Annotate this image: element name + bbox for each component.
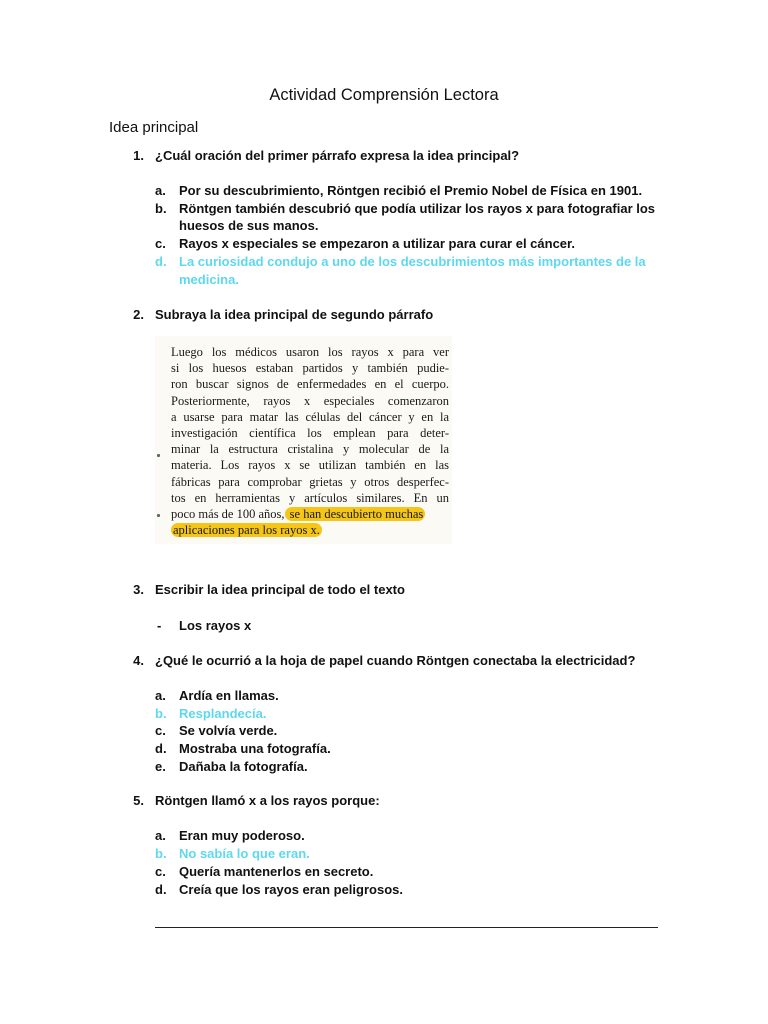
q1-option-a-text: Por su descubrimiento, Röntgen recibió el Premio Nobel de Física en 1901. <box>179 183 643 198</box>
q4-option-c-text: Se volvía verde. <box>179 723 278 738</box>
scan-line: Posteriormente, rayos x especiales comenzaron <box>171 393 449 408</box>
q5-option-c-letter: c. <box>155 864 166 879</box>
q1-option-d-text-correct: La curiosidad condujo a uno de los descubrimientos más importantes de la <box>179 254 646 269</box>
q5-option-b-text-correct: No sabía lo que eran. <box>179 846 310 861</box>
question-5-text: Röntgen llamó x a los rayos porque: <box>155 793 380 808</box>
section-heading: Idea principal <box>109 119 199 136</box>
question-3-text: Escribir la idea principal de todo el texto <box>155 582 405 597</box>
question-1-text: ¿Cuál oración del primer párrafo expresa la idea principal? <box>155 148 520 163</box>
q4-option-e-text: Dañaba la fotografía. <box>179 759 308 774</box>
q5-option-d-letter: d. <box>155 882 167 897</box>
q4-option-b-text-correct: Resplandecía. <box>179 706 267 721</box>
q4-option-c-letter: c. <box>155 723 166 738</box>
document-title: Actividad Comprensión Lectora <box>269 86 499 104</box>
scan-speck <box>157 514 160 517</box>
q5-option-c-text: Quería mantenerlos en secreto. <box>179 864 374 879</box>
scan-line: materia. Los rayos x se utilizan también en las <box>171 458 449 473</box>
q1-option-b-text-cont: huesos de sus manos. <box>179 218 319 233</box>
q5-option-b-letter: b. <box>155 846 167 861</box>
scanned-paragraph-text <box>171 344 449 538</box>
question-2-number: 2. <box>133 307 144 322</box>
scan-line: Luego los médicos usaron los rayos x para ver <box>171 345 449 359</box>
scan-line: si los huesos estaban partidos y también pudie- <box>171 361 449 376</box>
q5-option-a-text: Eran muy poderoso. <box>179 828 305 843</box>
answer-line <box>155 927 658 928</box>
q4-option-d-letter: d. <box>155 741 167 756</box>
scan-line: ron buscar signos de enfermedades en el cuerpo. <box>171 377 449 392</box>
q1-option-d-letter: d. <box>155 254 167 269</box>
q1-option-a-letter: a. <box>155 183 166 198</box>
scan-line: tos en herramientas y artículos similares. En un <box>171 490 449 505</box>
q4-option-b-letter: b. <box>155 706 167 721</box>
q4-option-a-text: Ardía en llamas. <box>179 688 279 703</box>
q3-answer-dash: - <box>157 618 162 633</box>
q1-option-c-letter: c. <box>155 236 166 251</box>
question-5-number: 5. <box>133 793 144 808</box>
q4-option-e-letter: e. <box>155 759 166 774</box>
q1-option-b-text: Röntgen también descubrió que podía utilizar los rayos x para fotografiar los <box>179 201 656 216</box>
scan-speck <box>157 454 160 457</box>
question-2-text: Subraya la idea principal de segundo párrafo <box>155 307 434 322</box>
q1-option-b-letter: b. <box>155 201 167 216</box>
scan-line: minar la estructura cristalina y molecular de la <box>171 442 449 457</box>
question-4-text: ¿Qué le ocurrió a la hoja de papel cuando Röntgen conectaba la electricidad? <box>155 653 636 668</box>
scanned-paragraph-image <box>155 336 452 544</box>
q1-option-c-text: Rayos x especiales se empezaron a utilizar para curar el cáncer. <box>179 236 575 251</box>
scan-line: investigación científica los emplean para deter- <box>171 426 449 441</box>
question-3-number: 3. <box>133 582 144 597</box>
question-1-number: 1. <box>133 148 144 163</box>
underlined-main-idea-highlight-cont: aplicaciones para los rayos x. <box>173 523 320 538</box>
q4-option-a-letter: a. <box>155 688 166 703</box>
scan-line: a usarse para matar las células del cáncer y en la <box>171 409 449 424</box>
question-4-number: 4. <box>133 653 144 668</box>
underlined-main-idea-highlight: se han descubierto muchas <box>286 507 424 522</box>
q5-option-a-letter: a. <box>155 828 166 843</box>
q4-option-d-text: Mostraba una fotografía. <box>179 741 331 756</box>
scan-line-plain: poco más de 100 años, <box>171 507 285 522</box>
scan-line: fábricas para comprobar grietas y otros desperfec- <box>171 474 449 489</box>
q5-option-d-text: Creía que los rayos eran peligrosos. <box>179 882 403 897</box>
q1-option-d-text-cont: medicina. <box>179 272 239 287</box>
q3-answer-text: Los rayos x <box>179 618 252 633</box>
